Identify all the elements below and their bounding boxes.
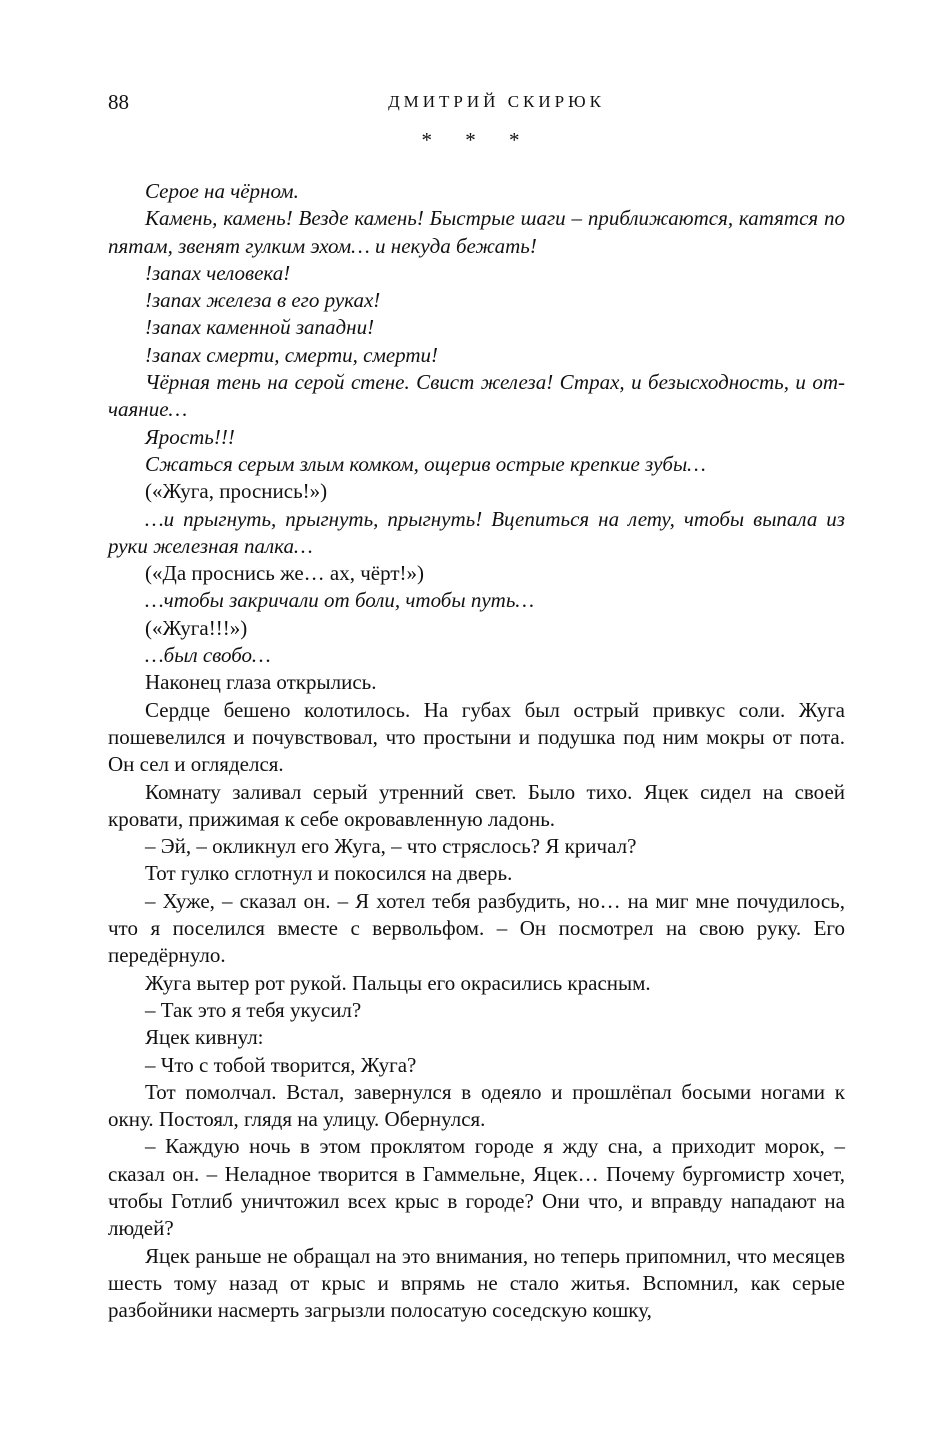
paragraph: !запах каменной западни!	[145, 315, 375, 340]
page-header	[108, 90, 845, 118]
paragraph: !запах человека!	[145, 260, 291, 285]
paragraph: !запах железа в его руках!	[145, 288, 381, 313]
paragraph: – Каждую ночь в этом проклятом городе я жду сна, а приходит морок, – сказал он. – Неладное творится в Гаммельне, Яцек… Почему бургомистр хочет, чтобы Готлиб уничтожил всех крыс в городе? Они что, и вправду нападают на людей?	[108, 1134, 845, 1241]
paragraph: – Хуже, – сказал он. – Я хотел тебя разбудить, но… на миг мне почудилось, что я поселился вместе с вервольфом. – Он посмотрел на свою руку. Его передёрнуло.	[108, 888, 845, 968]
paragraph: …и прыгнуть, прыгнуть, прыгнуть! Вцепиться на лету, чтобы выпала из руки железная палка…	[108, 506, 845, 558]
paragraph: Жуга вытер рот рукой. Пальцы его окрасились красным.	[145, 970, 651, 995]
paragraph: Комнату заливал серый утренний свет. Было тихо. Яцек сидел на своей кровати, прижимая к себе окровавленную ладонь.	[108, 779, 845, 831]
paragraph: Яцек раньше не обращал на это внимания, но теперь припомнил, что месяцев шесть тому назад от крыс и впрямь не стало житья. Вспомнил, как серые разбойники насмерть загрызли полосатую соседскую кошку,	[108, 1243, 845, 1323]
paragraph: !запах смерти, смерти, смерти!	[145, 342, 439, 367]
paragraph: – Эй, – окликнул его Жуга, – что стряслось? Я кричал?	[145, 834, 637, 859]
paragraph: Сердце бешено колотилось. На губах был острый привкус соли. Жуга пошевелился и почувствовал, что простыни и подушка под ним мокры от пота. Он сел и огляделся.	[108, 697, 845, 777]
paragraph: Чёрная тень на серой стене. Свист железа! Страх, и безысходность, и отчаяние…	[108, 370, 845, 422]
paragraph: («Жуга, проснись!»)	[145, 479, 328, 504]
paragraph: Тот гулко сглотнул и покосился на дверь.	[145, 861, 513, 886]
page-number: 88	[108, 90, 129, 114]
body-text	[108, 178, 845, 1324]
paragraph: («Жуга!!!»)	[145, 615, 248, 640]
running-head: ДМИТРИЙ СКИРЮК	[388, 92, 605, 111]
paragraph: Серое на чёрном.	[145, 179, 299, 203]
paragraph: Камень, камень! Везде камень! Быстрые шаги – приближаются, катятся по пятам, звенят гулким эхом… и некуда бежать!	[108, 206, 845, 258]
paragraph: Тот помолчал. Встал, завернулся в одеяло и прошлёпал босыми ногами к окну. Постоял, глядя на улицу. Обернулся.	[108, 1079, 845, 1132]
paragraph: Ярость!!!	[145, 424, 235, 449]
paragraph: – Что с тобой творится, Жуга?	[145, 1052, 417, 1077]
paragraph: – Так это я тебя укусил?	[145, 997, 362, 1022]
paragraph: Сжаться серым злым комком, ощерив острые крепкие зубы…	[145, 451, 706, 476]
paragraph: …был свобо…	[145, 643, 271, 668]
paragraph: («Да проснись же… ах, чёрт!»)	[145, 561, 424, 586]
paragraph: …чтобы закричали от боли, чтобы путь…	[145, 588, 535, 613]
section-separator: * * *	[421, 128, 534, 152]
paragraph: Наконец глаза открылись.	[145, 670, 377, 695]
paragraph: Яцек кивнул:	[145, 1025, 264, 1050]
